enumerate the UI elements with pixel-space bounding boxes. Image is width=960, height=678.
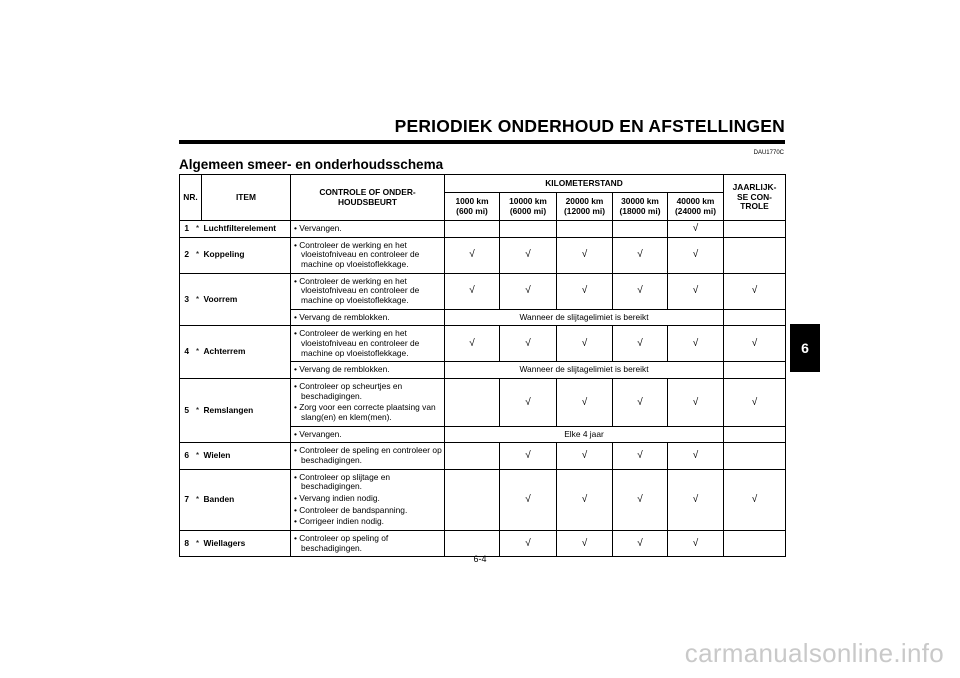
interval-check-cell: √ <box>613 326 668 362</box>
table-row <box>180 221 786 238</box>
action-cell <box>291 443 445 469</box>
action-line: • Controleer op scheurtjes en beschadigingen. <box>294 380 403 401</box>
interval-check-cell: √ <box>557 237 613 273</box>
header-annual-line1: JAARLIJK- <box>732 182 777 193</box>
action-line: • Vervang de remblokken. <box>294 364 390 375</box>
interval-check-cell <box>500 221 557 238</box>
item-name: Luchtfilterelement <box>202 221 291 238</box>
interval-check-cell: √ <box>613 530 668 556</box>
interval-note: Wanneer de slijtagelimiet is bereikt <box>445 362 724 379</box>
interval-check-cell: √ <box>613 469 668 530</box>
interval-check-cell: √ <box>500 530 557 556</box>
interval-mi: (600 mi) <box>456 205 488 216</box>
interval-check-cell: √ <box>668 273 724 309</box>
action-cell <box>291 362 445 379</box>
interval-mi: (12000 mi) <box>564 205 605 216</box>
table-header <box>180 175 786 221</box>
interval-check-cell: √ <box>613 237 668 273</box>
action-cell <box>291 309 445 326</box>
interval-check-cell: √ <box>557 469 613 530</box>
annual-check-cell <box>724 530 786 556</box>
interval-check-cell: √ <box>668 469 724 530</box>
header-rule <box>179 140 785 144</box>
interval-km: 10000 km <box>509 195 547 206</box>
annual-check-cell <box>724 221 786 238</box>
header-annual-line3: TROLE <box>740 201 769 212</box>
interval-mi: (18000 mi) <box>619 205 661 216</box>
page-number: 6-4 <box>473 554 487 564</box>
annual-check-cell <box>724 237 786 273</box>
interval-check-cell: √ <box>668 326 724 362</box>
table-row <box>180 378 786 426</box>
interval-check-cell: √ <box>668 237 724 273</box>
row-number: 1 <box>180 221 194 238</box>
table-row <box>180 237 786 273</box>
action-line: • Zorg voor een correcte plaatsing van slang(en) en klem(men). <box>294 402 436 422</box>
interval-check-cell <box>445 378 500 426</box>
action-line: • Controleer de werking en het vloeistofniveau en controleer de machine op vloeistoflekkage. <box>294 239 420 269</box>
dealer-star: * <box>194 326 202 379</box>
action-cell <box>291 273 445 309</box>
interval-km: 40000 km <box>676 195 715 206</box>
action-line: • Vervang indien nodig. <box>294 492 380 503</box>
action-line: • Vervangen. <box>294 223 342 233</box>
item-name: Wielen <box>202 443 291 469</box>
dealer-star: * <box>194 378 202 442</box>
action-line: • Vervang de remblokken. <box>294 311 390 322</box>
action-cell <box>291 221 445 238</box>
dealer-star: * <box>194 237 202 273</box>
item-name: Koppeling <box>202 237 291 273</box>
item-name: Wiellagers <box>202 530 291 556</box>
action-cell <box>291 469 445 530</box>
interval-check-cell <box>445 469 500 530</box>
interval-check-cell <box>445 443 500 469</box>
interval-note: Wanneer de slijtagelimiet is bereikt <box>445 309 724 326</box>
table-row <box>180 469 786 530</box>
interval-header <box>557 193 613 221</box>
dealer-star: * <box>194 469 202 530</box>
action-cell <box>291 530 445 556</box>
interval-check-cell: √ <box>445 237 500 273</box>
interval-check-cell: √ <box>668 378 724 426</box>
interval-km: 30000 km <box>621 195 659 206</box>
annual-check-cell <box>724 426 786 443</box>
maintenance-schedule-table <box>179 174 786 557</box>
action-line: • Controleer de bandspanning. <box>294 504 408 515</box>
watermark: carmanualsonline.info <box>684 638 944 668</box>
interval-note: Elke 4 jaar <box>445 426 724 443</box>
interval-check-cell: √ <box>445 273 500 309</box>
interval-mi: (6000 mi) <box>509 205 547 216</box>
row-number: 5 <box>180 378 194 442</box>
interval-check-cell: √ <box>557 443 613 469</box>
dealer-star: * <box>194 273 202 326</box>
table-row <box>180 326 786 362</box>
action-line: • Controleer de speling en controleer op beschadigingen. <box>294 445 442 465</box>
item-name: Achterrem <box>202 326 291 379</box>
interval-header <box>445 193 500 221</box>
action-line: • Controleer de werking en het vloeistofniveau en controleer de machine op vloeistoflekkage. <box>294 328 420 358</box>
header-nr: NR. <box>180 175 202 221</box>
action-line: • Vervangen. <box>294 428 342 439</box>
interval-km: 1000 km <box>455 195 489 206</box>
annual-check-cell: √ <box>724 378 786 426</box>
interval-check-cell: √ <box>557 273 613 309</box>
header-controle-line1: CONTROLE OF ONDER- <box>319 186 416 197</box>
interval-check-cell: √ <box>500 443 557 469</box>
header-item: ITEM <box>202 175 291 221</box>
dealer-star: * <box>194 221 202 238</box>
item-name: Banden <box>202 469 291 530</box>
item-name: Voorrem <box>202 273 291 326</box>
interval-check-cell: √ <box>500 237 557 273</box>
interval-check-cell: √ <box>500 469 557 530</box>
header-annual-check <box>724 175 786 221</box>
action-line: • Corrigeer indien nodig. <box>294 516 384 527</box>
interval-check-cell <box>445 221 500 238</box>
annual-check-cell: √ <box>724 273 786 309</box>
interval-check-cell <box>445 530 500 556</box>
interval-header <box>668 193 724 221</box>
row-number: 2 <box>180 237 194 273</box>
action-line: • Controleer de werking en het vloeistofniveau en controleer de machine op vloeistoflekkage. <box>294 275 420 305</box>
annual-check-cell <box>724 362 786 379</box>
interval-check-cell: √ <box>613 273 668 309</box>
interval-check-cell: √ <box>557 530 613 556</box>
interval-check-cell: √ <box>613 378 668 426</box>
annual-check-cell: √ <box>724 469 786 530</box>
action-cell <box>291 326 445 362</box>
dealer-star: * <box>194 530 202 556</box>
action-cell <box>291 378 445 426</box>
chapter-tab: 6 <box>790 324 820 372</box>
interval-check-cell: √ <box>613 443 668 469</box>
interval-check-cell: √ <box>445 326 500 362</box>
interval-km: 20000 km <box>565 195 604 206</box>
header-controle-line2: HOUDSBEURT <box>337 196 398 207</box>
action-cell <box>291 237 445 273</box>
row-number: 7 <box>180 469 194 530</box>
row-number: 6 <box>180 443 194 469</box>
interval-check-cell: √ <box>500 273 557 309</box>
table-row <box>180 273 786 309</box>
action-cell <box>291 426 445 443</box>
document-code: DAU1770C <box>753 150 784 156</box>
item-name: Remslangen <box>202 378 291 442</box>
action-line: • Controleer op speling of beschadigingen. <box>294 532 389 553</box>
interval-check-cell <box>613 221 668 238</box>
interval-check-cell: √ <box>557 378 613 426</box>
interval-check-cell: √ <box>500 378 557 426</box>
header-kilometerstand: KILOMETERSTAND <box>445 175 724 193</box>
annual-check-cell <box>724 443 786 469</box>
dealer-star: * <box>194 443 202 469</box>
section-title: Algemeen smeer- en onderhoudsschema <box>179 157 444 172</box>
row-number: 8 <box>180 530 194 556</box>
interval-mi: (24000 mi) <box>675 205 716 216</box>
row-number: 3 <box>180 273 194 326</box>
table-row <box>180 530 786 556</box>
table-row <box>180 443 786 469</box>
table-body <box>180 221 786 557</box>
annual-check-cell <box>724 309 786 326</box>
interval-check-cell <box>557 221 613 238</box>
interval-header <box>613 193 668 221</box>
header-controle <box>291 175 445 221</box>
action-line: • Controleer op slijtage en beschadigingen. <box>294 471 391 492</box>
row-number: 4 <box>180 326 194 379</box>
interval-check-cell: √ <box>500 326 557 362</box>
interval-check-cell: √ <box>668 530 724 556</box>
interval-check-cell: √ <box>557 326 613 362</box>
header-annual-line2: SE CON- <box>737 191 772 202</box>
interval-check-cell: √ <box>668 221 724 238</box>
page-header-title: PERIODIEK ONDERHOUD EN AFSTELLINGEN <box>394 116 785 136</box>
annual-check-cell: √ <box>724 326 786 362</box>
interval-header <box>500 193 557 221</box>
interval-check-cell: √ <box>668 443 724 469</box>
